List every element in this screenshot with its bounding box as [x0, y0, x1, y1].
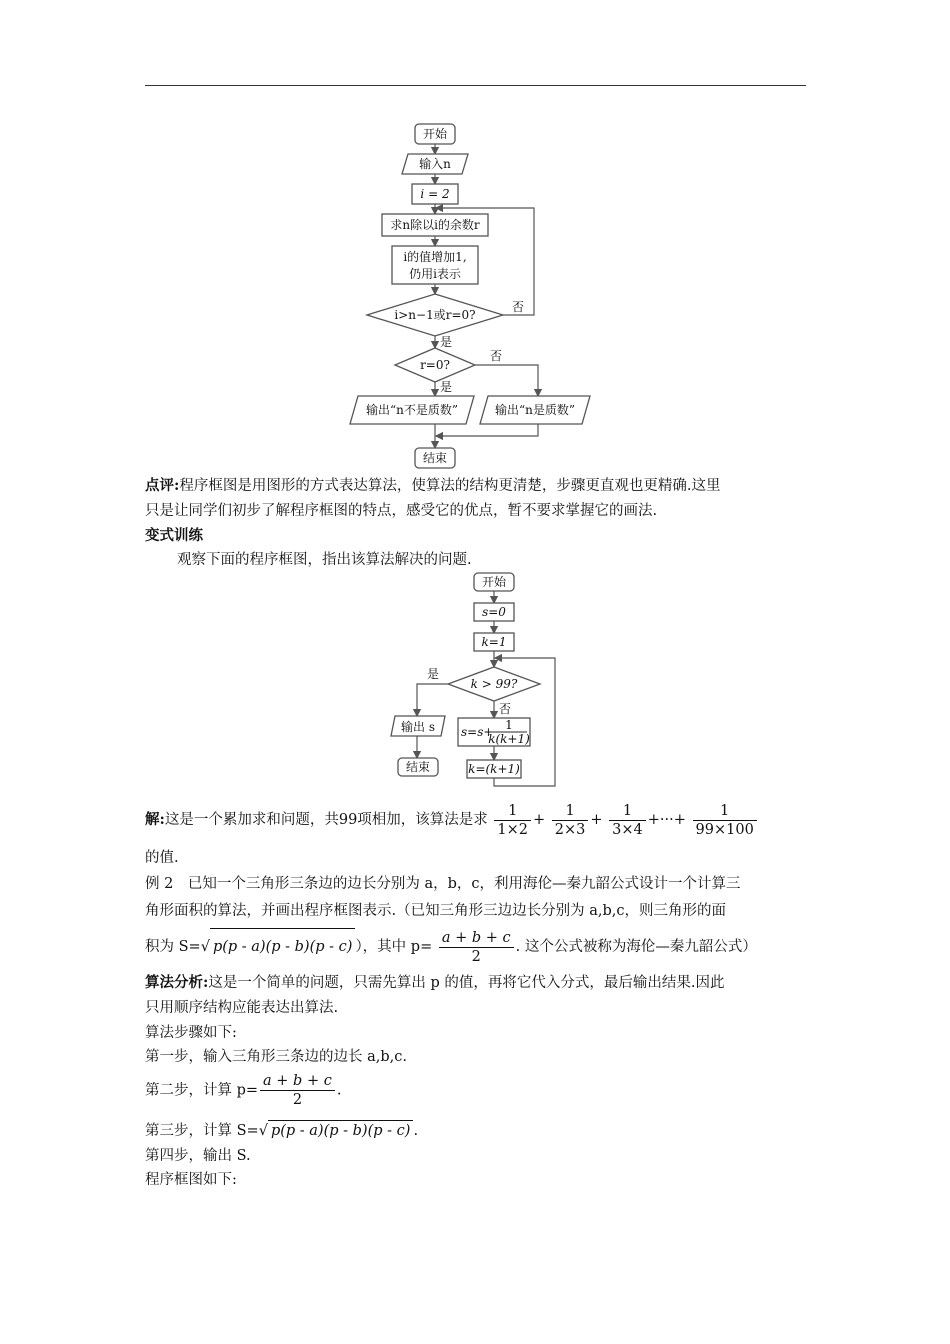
- flowchart-prime-check: [340, 118, 580, 473]
- solution-label: 解:: [145, 811, 165, 828]
- frac-2: $\frac{1}{2\times 3}$: [552, 802, 589, 839]
- update-s-den: k(k+1): [488, 732, 530, 746]
- out-not-prime-text: 输出“n不是质数”: [366, 403, 458, 417]
- input-text: 输入n: [419, 157, 451, 171]
- steps-final: 程序框图如下:: [145, 1172, 237, 1188]
- ellipsis: +···+: [647, 812, 686, 828]
- solution-tail: 的值.: [145, 850, 179, 866]
- end-text-2: 结束: [405, 760, 431, 774]
- end-text: 结束: [422, 451, 448, 465]
- start-text-2: 开始: [481, 575, 507, 589]
- update-s-num: 1: [505, 718, 513, 732]
- update-s-prefix: s=s+: [461, 725, 494, 739]
- flowchart-series-sum: [385, 570, 565, 790]
- comment-text-1: 程序框图是用图形的方式表达算法，使算法的结构更清楚，步骤更直观也更精确.这里: [179, 478, 721, 494]
- init-s-text: s=0: [482, 605, 506, 619]
- frac-4: $\frac{1}{99\times 100}$: [693, 802, 757, 839]
- output-s-text: 输出 s: [401, 720, 435, 734]
- cond-text-2: k > 99?: [470, 677, 518, 691]
- start-text: 开始: [422, 127, 448, 141]
- increment-text-2: 仍用i表示: [409, 267, 461, 281]
- comment-line-2: 只是让同学们初步了解程序框图的特点，感受它的优点，暂不要求掌握它的画法.: [145, 503, 658, 519]
- no-label-2: 否: [499, 702, 512, 716]
- remainder-text: 求n除以i的余数r: [390, 218, 480, 232]
- steps-heading: 算法步骤如下:: [145, 1025, 237, 1041]
- radicand: p(p - a)(p - b)(p - c): [210, 928, 355, 965]
- example2-line-3: 积为 S=√ p(p - a)(p - b)(p - c) ），其中 p= $\frac{a + b + c}{2}$ . 这个公式被称为海伦—秦九韶公式）: [145, 929, 757, 965]
- step-1: 第一步，输入三角形三条边的边长 a,b,c.: [145, 1049, 407, 1065]
- yes2-label: 是: [440, 380, 453, 394]
- out-prime-text: 输出“n是质数”: [495, 403, 575, 417]
- example2-line-2: 角形面积的算法，并画出程序框图表示.（已知三角形三边边长分别为 a,b,c，则三角形的面: [145, 903, 726, 919]
- variant-prompt: 观察下面的程序框图，指出该算法解决的问题.: [177, 552, 472, 568]
- yes1-label: 是: [440, 335, 453, 349]
- comment-label: 点评:: [145, 477, 180, 494]
- yes-label-2: 是: [427, 667, 440, 681]
- increment-text-1: i的值增加1,: [403, 250, 467, 264]
- example2-line-1: 例 2 已知一个三角形三条边的边长分别为 a，b，c，利用海伦—秦九韶公式设计一个计算三: [145, 876, 741, 892]
- init-i-text: i = 2: [420, 187, 450, 201]
- step-3: 第三步，计算 S=√ p(p - a)(p - b)(p - c) .: [145, 1120, 418, 1141]
- step-4: 第四步，输出 S.: [145, 1148, 251, 1164]
- step3-radicand: p(p - a)(p - b)(p - c): [268, 1120, 413, 1141]
- no2-label: 否: [490, 349, 503, 363]
- frac-1: $\frac{1}{1\times 2}$: [494, 802, 531, 839]
- init-k-text: k=1: [481, 635, 507, 649]
- cond1-text: i>n−1或r=0?: [394, 308, 476, 322]
- solution-line: [145, 801, 759, 839]
- analysis-line-2: 只用顺序结构应能表达出算法.: [145, 1000, 339, 1016]
- variant-heading: 变式训练: [145, 527, 203, 544]
- no1-label: 否: [512, 300, 525, 314]
- plus-2: +: [590, 812, 603, 828]
- analysis-line-1: 算法分析:这是一个简单的问题，只需先算出 p 的值，再将它代入分式，最后输出结果.因此: [145, 974, 725, 991]
- step-2: 第二步，计算 p= $\frac{a + b + c}{2}$ .: [145, 1073, 342, 1108]
- analysis-label: 算法分析:: [145, 974, 209, 991]
- p-frac: $\frac{a + b + c}{2}$: [439, 929, 514, 966]
- solution-text: 这是一个累加求和问题，共99项相加，该算法是求: [164, 812, 488, 828]
- step2-frac: $\frac{a + b + c}{2}$: [260, 1072, 335, 1109]
- frac-3: $\frac{1}{3\times 4}$: [609, 802, 646, 839]
- comment-line-1: [145, 476, 720, 496]
- header-rule: [145, 85, 806, 86]
- update-k-text: k=(k+1): [468, 762, 520, 776]
- plus-1: +: [533, 812, 546, 828]
- cond2-text: r=0?: [420, 358, 450, 372]
